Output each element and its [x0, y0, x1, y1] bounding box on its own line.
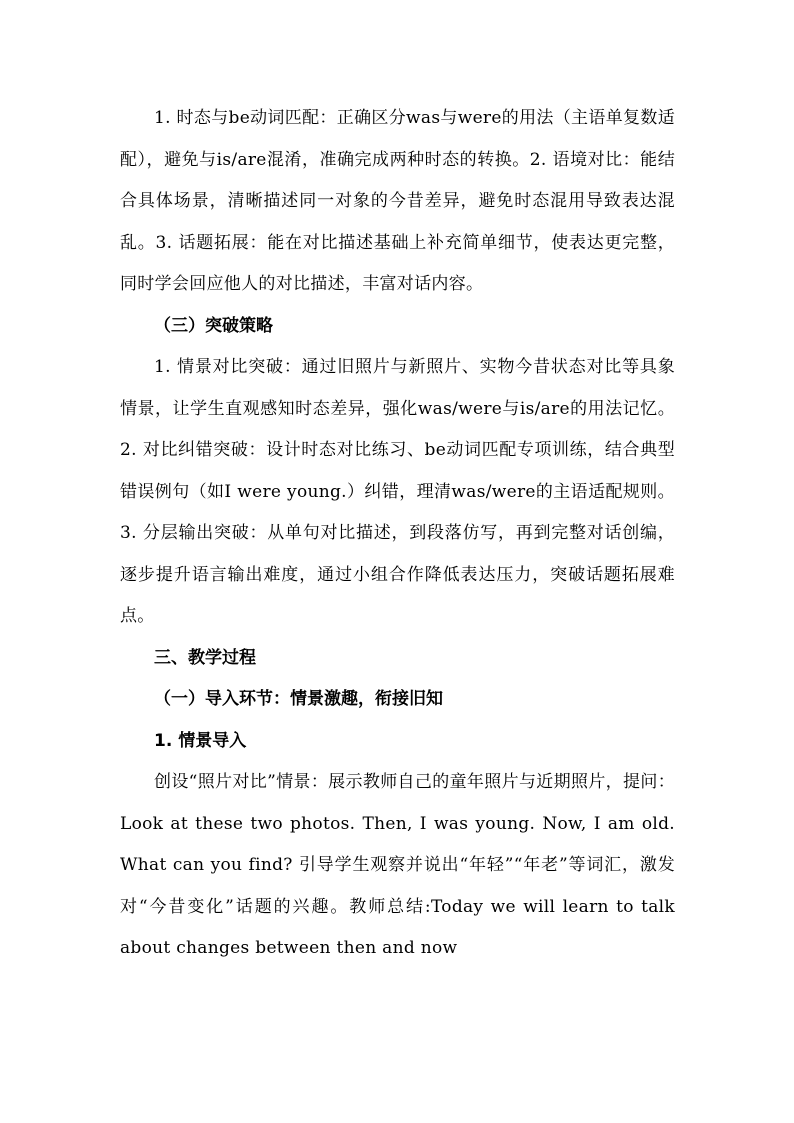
- heading-lead-in: （一）导入环节：情景激趣，衔接旧知: [154, 689, 443, 709]
- paragraph-strategy: 1. 情景对比突破：通过旧照片与新照片、实物今昔状态对比等具象情景，让学生直观感知时态差异，强化was/were与is/are的用法记忆。2. 对比纠错突破：设计时态对比练习、be动词匹配专项训练，结合典型错误例句（如I were young.）纠错，理清was/were的主语适配规则。3. 分层输出突破：从单句对比描述，到段落仿写，再到完整对话创编，逐步提升语言输出难度，通过小组合作降低表达压力，突破话题拓展难点。: [120, 357, 675, 626]
- paragraph-scene: 创设“照片对比”情景：展示教师自己的童年照片与近期照片，提问：Look at these two photos. Then, I was young. Now, I am old. What can you find? 引导学生观察并说出“年轻”“年老”等词汇，激发对“今昔变化”话题的兴趣。教师总结:Today we will learn to talk about changes between then and now: [120, 772, 675, 958]
- document-body: [120, 98, 675, 970]
- paragraph-difficulties: 1. 时态与be动词匹配：正确区分was与were的用法（主语单复数适配），避免与is/are混淆，准确完成两种时态的转换。2. 语境对比：能结合具体场景，清晰描述同一对象的今昔差异，避免时态混用导致表达混乱。3. 话题拓展：能在对比描述基础上补充简单细节，使表达更完整，同时学会回应他人的对比描述，丰富对话内容。: [120, 108, 675, 294]
- heading-teaching-process: 三、教学过程: [154, 647, 256, 668]
- heading-scene-intro: 1. 情景导入: [154, 730, 247, 751]
- heading-breakthrough-strategy: （三）突破策略: [154, 315, 273, 336]
